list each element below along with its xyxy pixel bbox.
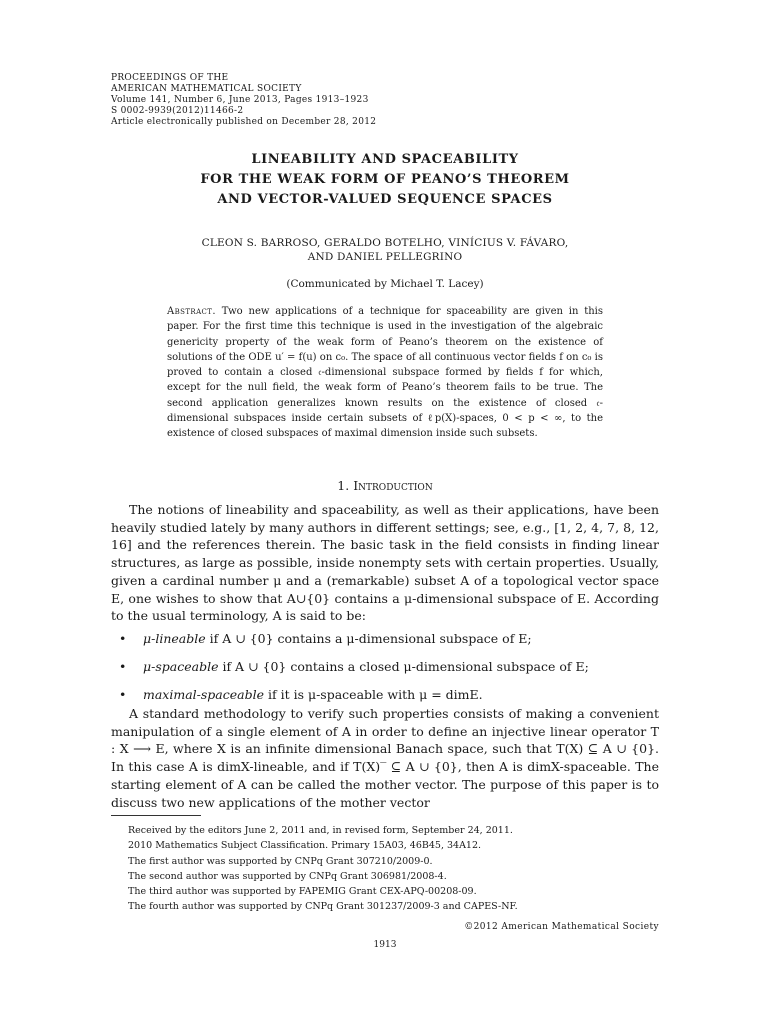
list-item-text: if A ∪ {0} contains a μ-dimensional subspace of E; <box>205 631 532 646</box>
footnote-received: Received by the editors June 2, 2011 and, in revised form, September 24, 2011. <box>128 825 513 836</box>
footnote-grant-1: The first author was supported by CNPq Grant 307210/2009-0. <box>128 855 433 867</box>
intro-paragraph-2: A standard methodology to verify such properties consists of making a convenient manipulation of a single element of A in order to define an injective linear operator T : X ⟶ E, where X is an infinite dimensional Banach space, such that T(X) ⊆ A ∪ {0}. In this case A is dimX-lineable, and if T(X)‾ ⊆ A ∪ {0}, then A is dimX-spaceable. The starting element of A can be called the mother vector. The purpose of this paper is to discuss two new applications of the mother vector <box>111 706 659 810</box>
list-item-term: maximal-spaceable <box>143 687 264 702</box>
author-list <box>0 236 770 264</box>
page-number: 1913 <box>373 940 397 950</box>
copyright-notice: ©2012 American Mathematical Society <box>464 922 659 932</box>
bullet-icon: • <box>119 659 127 674</box>
journal-name-line-2: AMERICAN MATHEMATICAL SOCIETY <box>111 84 302 94</box>
footnote-grant-2: The second author was supported by CNPq Grant 306981/2008-4. <box>128 870 447 882</box>
footnote-divider <box>111 815 201 816</box>
footnote-grant-3: The third author was supported by FAPEMIG Grant CEX-APQ-00208-09. <box>128 886 477 898</box>
title-line-1: LINEABILITY AND SPACEABILITY <box>251 152 519 167</box>
footnotes <box>128 823 658 915</box>
paper-title <box>0 150 770 210</box>
bullet-icon: • <box>119 687 127 702</box>
bullet-icon: • <box>119 631 127 646</box>
abstract-label: Abstract. <box>167 306 216 317</box>
abstract <box>167 304 603 442</box>
title-line-2: FOR THE WEAK FORM OF PEANO’S THEOREM <box>200 172 570 187</box>
list-item-term: μ-lineable <box>143 631 206 646</box>
journal-header <box>111 73 376 128</box>
section-number: 1. <box>337 478 350 493</box>
list-item <box>111 629 659 657</box>
publication-date: Article electronically published on December 28, 2012 <box>111 117 377 127</box>
footnote-grant-4: The fourth author was supported by CNPq Grant 301237/2009-3 and CAPES-NF. <box>128 901 518 913</box>
authors-line-1: CLEON S. BARROSO, GERALDO BOTELHO, VINÍCIUS V. FÁVARO, <box>201 237 569 249</box>
intro-paragraph-1: The notions of lineability and spaceability, as well as their applications, have been heavily studied lately by many authors in different settings; see, e.g., [1, 2, 4, 7, 8, 12, 16] and the references therein. The basic task in the field consists in finding linear structures, as large as possible, inside nonempty sets with certain properties. Usually, given a cardinal number μ and a (remarkable) subset A of a topological vector space E, one wishes to show that A∪{0} contains a μ-dimensional subspace of E. According to the usual terminology, A is said to be: <box>111 502 659 624</box>
definition-list <box>111 629 659 713</box>
list-item-text: if A ∪ {0} contains a closed μ-dimensional subspace of E; <box>218 659 589 674</box>
section-title: Introduction <box>353 478 433 493</box>
list-item-term: μ-spaceable <box>143 659 219 674</box>
authors-line-2: AND DANIEL PELLEGRINO <box>307 251 463 263</box>
title-line-3: AND VECTOR-VALUED SEQUENCE SPACES <box>217 192 553 207</box>
footnote-classification: 2010 Mathematics Subject Classification. Primary 15A03, 46B45, 34A12. <box>128 840 482 852</box>
abstract-text: Two new applications of a technique for spaceability are given in this paper. For the first time this technique is used in the investigation of the algebraic genericity property of the weak form of Peano’s theorem on the existence of solutions of the ODE u′ = f(u) on c₀. The space of all continuous vector fields f on c₀ is proved to contain a closed 𝔠-dimensional subspace formed by fields f for which, except for the null field, the weak form of Peano’s theorem fails to be true. The second application generalizes known results on the existence of closed 𝔠-dimensional subspaces inside certain subsets of ℓp(X)-spaces, 0 < p < ∞, to the existence of closed subspaces of maximal dimension inside such subsets. <box>167 306 603 440</box>
list-item <box>111 657 659 685</box>
volume-info: Volume 141, Number 6, June 2013, Pages 1913–1923 <box>111 95 369 105</box>
communicated-by: (Communicated by Michael T. Lacey) <box>286 278 484 290</box>
section-heading <box>0 478 770 493</box>
doi-info: S 0002-9939(2012)11466-2 <box>111 106 244 116</box>
journal-name-line-1: PROCEEDINGS OF THE <box>111 73 229 83</box>
list-item-text: if it is μ-spaceable with μ = dimE. <box>264 687 483 702</box>
